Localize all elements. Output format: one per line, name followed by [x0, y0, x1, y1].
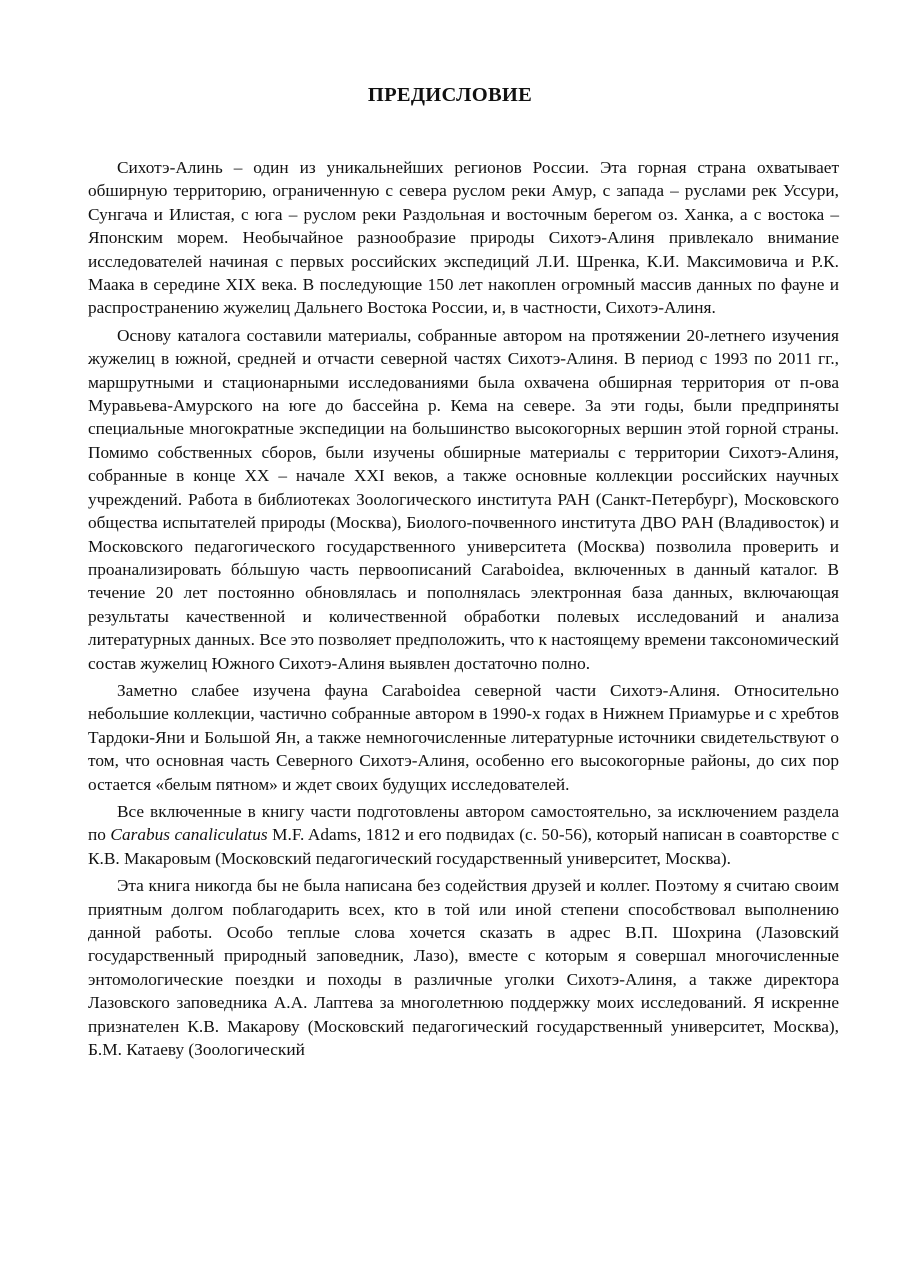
- paragraph-acknowledgements: Эта книга никогда бы не была написана без содействия друзей и коллег. Поэтому я считаю своим приятным долгом поблагодарить всех, кто в той или иной степени способствовал выполнению данной работы. Особо теплые слова хочется сказать в адрес В.П. Шохрина (Лазовский государственный природный заповедник, Лазо), вместе с которым я совершал многочисленные энтомологические поездки и походы в различные уголки Сихотэ-Алиня, а также директора Лазовского заповедника А.А. Лаптева за многолетнюю поддержку моих исследований. Я искренне признателен К.В. Макарову (Московский педагогический государственный университет, Москва), Б.М. Катаеву (Зоологический: [88, 876, 839, 1060]
- paragraph-intro: Сихотэ-Алинь – один из уникальнейших регионов России. Эта горная страна охватывает обширную территорию, ограниченную с севера руслом реки Амур, с запада – руслами рек Уссури, Сунгача и Илистая, с юга – руслом реки Раздольная и восточным берегом оз. Ханка, а с востока – Японским морем. Необычайное разнообразие природы Сихотэ-Алиня привлекало внимание исследователей начиная с первых российских экспедиций Л.И. Шренка, К.И. Максимовича и Р.К. Маака в середине XIX века. В последующие 150 лет накоплен огромный массив данных по фауне и распространению жужелиц Дальнего Востока России, и, в частности, Сихотэ-Алиня.: [88, 158, 839, 318]
- authorship-text-end: M.F. Adams, 1812 и его подвидах (с. 50-56), который написан в соавторстве с К.В. Макаровым (Московский педагогический государственный университет, Москва).: [88, 825, 840, 868]
- authorship-text-start: Все включенные в книгу части подготовлены автором самостоятельно, за исключением раздела по: [88, 801, 839, 845]
- preface-body: [88, 156, 839, 1061]
- paragraph-catalog-basis: Основу каталога составили материалы, собранные автором на протяжении 20-летнего изучения жужелиц в южной, средней и отчасти северной частях Сихотэ-Алиня. В период с 1993 по 2011 гг., маршрутными и стационарными исследованиями была охвачена обширная территория от п-ова Муравьева-Амурского на юге до бассейна р. Кема на севере. За эти годы, были предприняты специальные многократные экспедиции на большинство высокогорных вершин этой горной страны. Помимо собственных сборов, были изучены обширные материалы с территории Сихотэ-Алиня, собранные в конце XX – начале XXI веков, а также основные коллекции российских научных учреждений. Работа в библиотеках Зоологического института РАН (Санкт-Петербург), Московского общества испытателей природы (Москва), Биолого-почвенного института ДВО РАН (Владивосток) и Московского педагогического государственного университета (Москва) позволила проверить и проанализировать бóльшую часть первоописаний Caraboidea, включенных в данный каталог. В течение 20 лет постоянно обновлялась и пополнялась электронная база данных, включающая результаты качественной и количественной обработки полевых исследований и анализа литературных данных. Все это позволяет предположить, что к настоящему времени таксономический состав жужелиц Южного Сихотэ-Алиня выявлен достаточно полно.: [88, 325, 839, 673]
- paragraph-authorship: [88, 800, 839, 870]
- page-title: ПРЕДИСЛОВИЕ: [367, 84, 533, 106]
- taxon-name: Carabus canaliculatus: [110, 825, 268, 845]
- paragraph-northern-fauna: Заметно слабее изучена фауна Caraboidea северной части Сихотэ-Алиня. Относительно небольшие коллекции, частично собранные автором в 1990-х годах в Нижнем Приамурье и с хребтов Тардоки-Яни и Большой Ян, а также немногочисленные литературные источники свидетельствуют о том, что основная часть Северного Сихотэ-Алиня, особенно его высокогорные районы, до сих пор остается «белым пятном» и ждет своих будущих исследователей.: [88, 680, 839, 794]
